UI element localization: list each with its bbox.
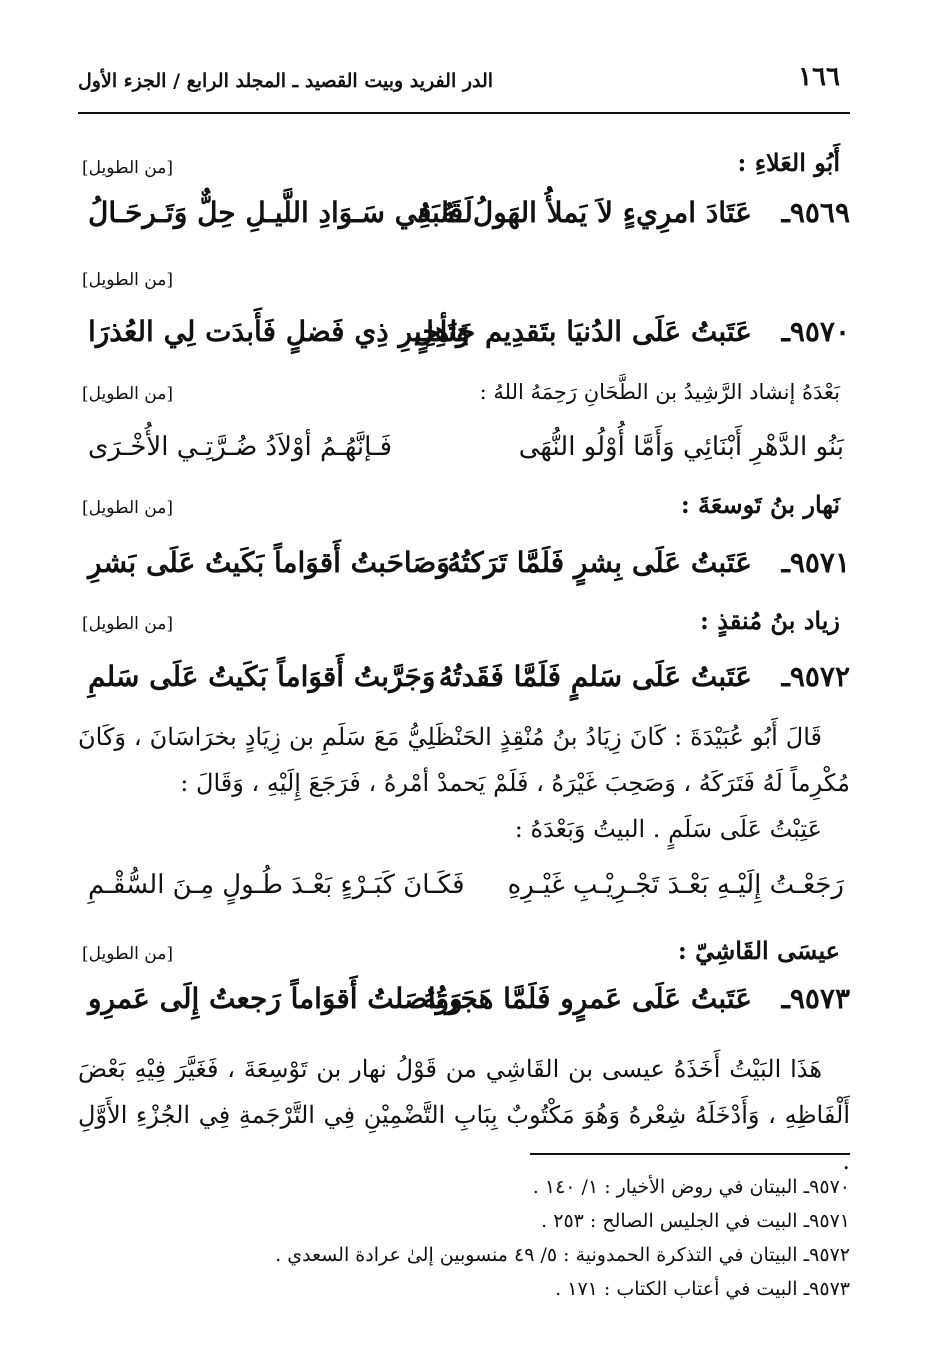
intro-text: بَعْدَهُ إنشاد الرَّشِيدُ بن الطَّحَانِ رَحِمَهُ اللهُ : bbox=[479, 380, 840, 404]
intro-row bbox=[78, 380, 850, 414]
poet-heading bbox=[78, 936, 850, 972]
verse-number: ٩٥٧٢ـ bbox=[781, 660, 850, 693]
commentary-paragraph bbox=[78, 1046, 850, 1184]
hemistich-second: وَوَاصَلتُ أَقوَاماً رَجعتُ إِلَى عَمرِو bbox=[88, 982, 463, 1015]
hemistich-second: وَجَرَّبتُ أَقوَاماً بَكَيتُ عَلَى سَلمِ bbox=[88, 660, 436, 693]
commentary-paragraph bbox=[78, 714, 850, 852]
verse-number: ٩٥٧١ـ bbox=[781, 546, 850, 579]
meter-label: [من الطويل] bbox=[82, 944, 173, 964]
meter-label: [من الطويل] bbox=[82, 498, 173, 518]
footnote-9572: ٩٥٧٢ـ البيتان في التذكرة الحمدونية : ٥/ ٤٩ منسوبين إلىٰ عرادة السعدي . bbox=[275, 1244, 850, 1266]
verse-number: ٩٥٧٣ـ bbox=[781, 982, 850, 1015]
footnote-rule bbox=[530, 1153, 850, 1155]
verse-9569 bbox=[78, 196, 850, 240]
verse-9570 bbox=[78, 315, 850, 359]
footnote-9573: ٩٥٧٣ـ البيت في أعتاب الكتاب : ١٧١ . bbox=[555, 1278, 850, 1300]
poet-heading bbox=[78, 490, 850, 526]
commentary-text: قَالَ أَبُو عُبَيْدَةَ : كَانَ زِيَادُ بنُ مُنْقِذٍ الحَنْظَلِيُّ مَعَ سَلَمِ بن زِيَادٍ بخرَاسَانَ ، وَكَانَ مُكْرِماً لَهُ فَتَرَكَهُ ، وَصَحِبَ غَيْرَهُ ، فَلَمْ يَحمدْ أمْرهُ ، فَرَجَعَ إِلَيْهِ ، وَقَالَ : bbox=[78, 723, 850, 797]
hemistich-second: لَـهُ فِي سَـوَادِ اللَّيـلِ حِلٌّ وَتَـرحَـالُ bbox=[88, 196, 473, 229]
hemistich-first: عَتَبتُ عَلَى بِشرٍ فَلَمَّا تَرَكتُهُ bbox=[446, 546, 752, 579]
poet-name: زياد بنُ مُنقذٍ : bbox=[700, 606, 840, 635]
hemistich-second: فَكَـانَ كَبَـرْءٍ بَعْـدَ طُـولٍ مِـنَ السُّقْـمِ bbox=[88, 870, 465, 900]
meter-row bbox=[78, 270, 850, 300]
poet-heading bbox=[78, 606, 850, 642]
hemistich-first: رَجَعْـتُ إِلَيْـهِ بَعْـدَ تَجْـرِيْـبِ غَيْـرِهِ bbox=[507, 870, 844, 900]
page-header bbox=[78, 58, 850, 102]
hemistich-first: عَتَبتُ عَلَى سَلمٍ فَلَمَّا فَقَدتُهُ bbox=[438, 660, 752, 693]
hemistich-second: وَتَأخِيرِ ذِي فَضلٍ فَأَبدَت لِي العُذرَا bbox=[88, 315, 470, 348]
footnotes bbox=[78, 1170, 850, 1306]
hemistich-first: عَتَادَ امرِيءٍ لاَ يَملأُ الهَولُ قَلبَهُ bbox=[416, 196, 752, 229]
poet-heading bbox=[78, 148, 850, 184]
verse-number: ٩٥٦٩ـ bbox=[781, 196, 850, 229]
meter-label: [من الطويل] bbox=[82, 614, 173, 634]
verse-number: ٩٥٧٠ـ bbox=[781, 315, 850, 348]
meter-label: [من الطويل] bbox=[82, 158, 173, 178]
commentary-text: هَذَا البَيْتُ أَخَذَهُ عيسى بن القَاشِي من قَوْلُ نهار بن تَوْسِعَةَ ، فَغَيَّرَ فِيْهِ بَعْضَ أَلْفَاظِهِ ، وَأَدْخَلَهُ شِعْرهُ وَهُوَ مَكْتُوبٌ بِبَابِ التَّضْمِيْنِ فِي التَّرْجَمةِ فِي الجُزْءِ الأَوَّلِ . bbox=[78, 1055, 850, 1175]
book-page bbox=[78, 0, 850, 1370]
footnote-9571: ٩٥٧١ـ البيت في الجليس الصالح : ٢٥٣ . bbox=[541, 1210, 850, 1232]
poet-name: أَبُو العَلاءِ : bbox=[737, 148, 840, 177]
running-title: الدر الفريد وبيت القصيد ـ المجلد الرابع / الجزء الأول bbox=[78, 70, 494, 92]
hemistich-second: وَصَاحَبتُ أَقوَاماً بَكَيتُ عَلَى بَشرِ bbox=[88, 546, 450, 579]
meter-label: [من الطويل] bbox=[82, 384, 173, 404]
hemistich-first: عَتَبتُ عَلَى عَمرٍو فَلَمَّا هَجَرتُهُ bbox=[422, 982, 752, 1015]
poet-name: عيسَى القَاشِيّ : bbox=[677, 936, 840, 965]
commentary-line: عَتِبْتُ عَلَى سَلَمٍ . البيتُ وَبَعْدَهُ : bbox=[514, 815, 822, 843]
header-rule bbox=[78, 112, 850, 114]
page-number: ١٦٦ bbox=[798, 62, 840, 92]
hemistich-first: عَتَبتُ عَلَى الدُنيَا بتَقدِيم جَاهِلٍ bbox=[413, 315, 752, 348]
hemistich-second: فَـإنَّهُـمُ أوْلاَدُ ضُـرَّتِـي الأُخْـرَى bbox=[88, 432, 393, 462]
verse-9571 bbox=[78, 546, 850, 590]
footnote-9570: ٩٥٧٠ـ البيتان في روض الأخيار : ١/ ١٤٠ . bbox=[532, 1176, 850, 1198]
verse-unnumbered bbox=[78, 432, 850, 476]
hemistich-first: بَنُو الدَّهْرِ أَبْنَائِي وَأَمَّا أُوْلُو النُّهَى bbox=[518, 432, 844, 462]
verse-9572 bbox=[78, 660, 850, 704]
verse-following bbox=[78, 870, 850, 914]
poet-name: نَهار بنُ تَوسعَةَ : bbox=[680, 490, 840, 519]
meter-label: [من الطويل] bbox=[82, 270, 173, 290]
verse-9573 bbox=[78, 982, 850, 1026]
